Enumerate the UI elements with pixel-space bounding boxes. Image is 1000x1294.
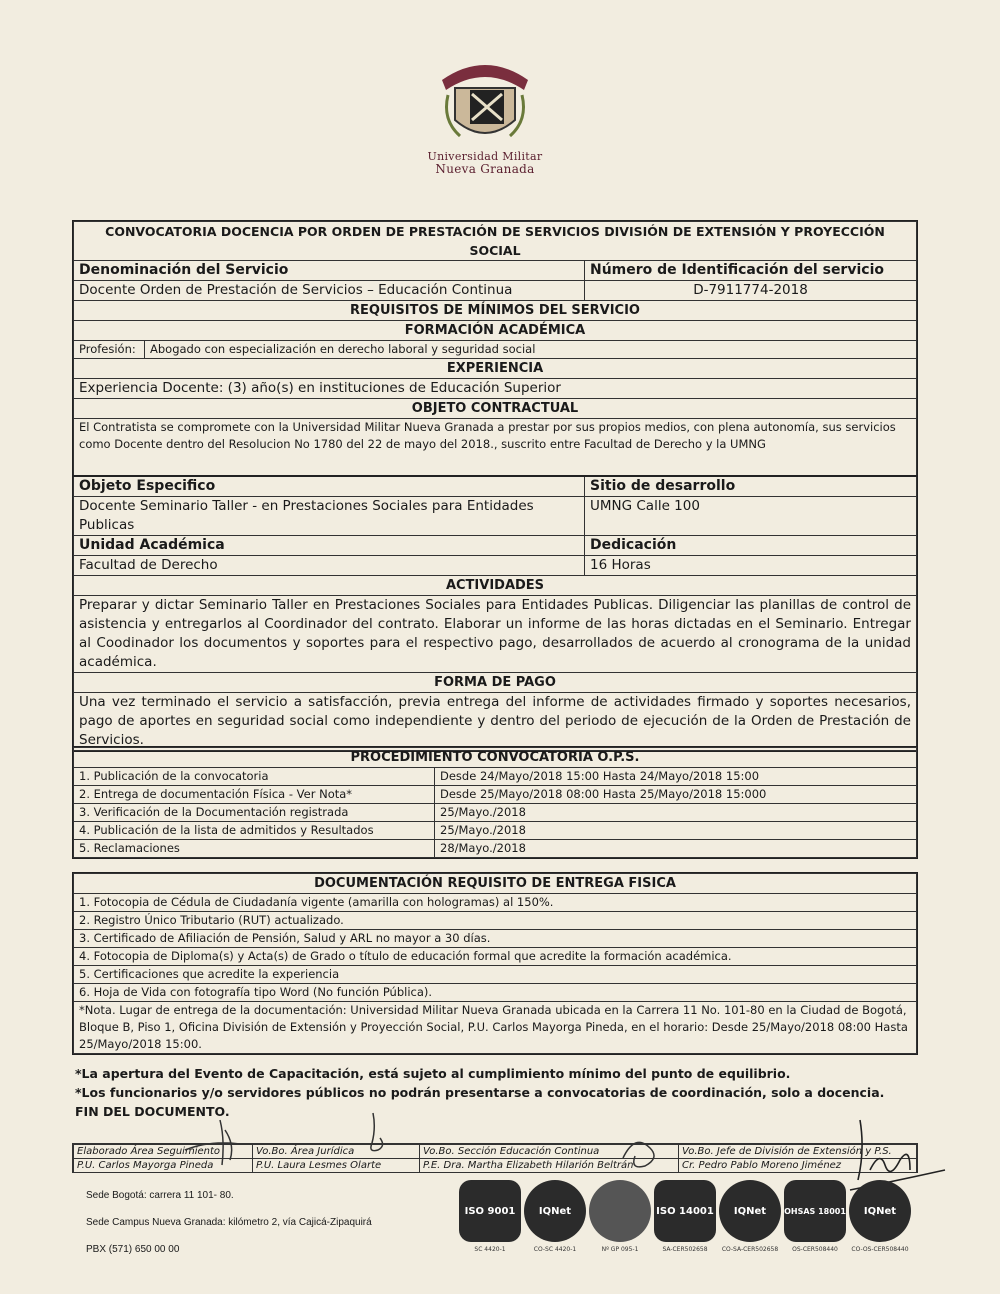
academic-unit-label: Unidad Académica	[74, 536, 585, 556]
documentation-item: 2. Registro Único Tributario (RUT) actualizado.	[74, 912, 917, 930]
documentation-note: *Nota. Lugar de entrega de la documentación: Universidad Militar Nueva Granada ubicada en la Carrera 11 No. 101-80 en la Ciudad de Bogotá, Bloque B, Piso 1, Oficina División de Extensión y Proyección Social, P.U. Carlos Mayorga Pineda, en el horario: Desde 25/Mayo/2018 08:00 Hasta 25/Mayo/2018 15:00.	[74, 1002, 917, 1054]
signature-role: Vo.Bo. Sección Educación Continua	[420, 1145, 679, 1159]
service-id-value: D-7911774-2018	[585, 281, 917, 301]
footer-address-bogota: Sede Bogotá: carrera 11 101- 80.	[86, 1190, 234, 1201]
procedure-date: Desde 24/Mayo/2018 15:00 Hasta 24/Mayo/2018 15:00	[435, 768, 917, 786]
handwritten-signature	[180, 1110, 260, 1170]
documentation-item: 4. Fotocopia de Diploma(s) y Acta(s) de Grado o título de educación formal que acredite la formación académica.	[74, 948, 917, 966]
handwritten-signature	[615, 1128, 675, 1173]
colombia-map-seal-icon	[585, 1180, 655, 1253]
iqnet-logo-icon	[715, 1180, 785, 1253]
cert-code: SC 4420-1	[474, 1246, 506, 1253]
cert-badge: ISO 14001	[654, 1180, 716, 1242]
university-logo	[420, 50, 550, 176]
profession-value: Abogado con especialización en derecho laboral y seguridad social	[150, 342, 536, 356]
activities-text: Preparar y dictar Seminario Taller en Prestaciones Sociales para Entidades Publicas. Diligenciar las planillas de control de asistencia y entregarlos al Coordinador del contrato. Elaborar un informe de las horas dictadas en el Seminario. Entregar al Coodinador los documentos y soportes para el respectivo pago, desarrollados de acuerdo al cronograma de la unidad académica.	[74, 596, 917, 673]
header-title: CONVOCATORIA DOCENCIA POR ORDEN DE PRESTACIÓN DE SERVICIOS DIVISIÓN DE EXTENSIÓN Y PROYECCIÓN SOCIAL	[74, 222, 917, 261]
university-crest-icon	[430, 50, 540, 150]
payment-title: FORMA DE PAGO	[74, 673, 917, 693]
procedure-row	[74, 804, 917, 822]
activities-title: ACTIVIDADES	[74, 576, 917, 596]
icontec-logo-icon	[650, 1180, 720, 1253]
academic-unit-value: Facultad de Derecho	[74, 556, 585, 576]
cert-badge: IQNet	[524, 1180, 586, 1242]
dedication-label: Dedicación	[585, 536, 917, 556]
cert-code: CO-OS-CER508440	[851, 1246, 909, 1253]
procedure-date: Desde 25/Mayo/2018 08:00 Hasta 25/Mayo/2018 15:000	[435, 786, 917, 804]
formation-title: FORMACIÓN ACADÉMICA	[74, 321, 917, 341]
cert-badge: OHSAS 18001	[784, 1180, 846, 1242]
documentation-item: 1. Fotocopia de Cédula de Ciudadanía vigente (amarilla con hologramas) al 150%.	[74, 894, 917, 912]
cert-code: SA-CER502658	[662, 1246, 708, 1253]
documentation-title: DOCUMENTACIÓN REQUISITO DE ENTREGA FISICA	[74, 874, 917, 894]
requirements-title: REQUISITOS DE MÍNIMOS DEL SERVICIO	[74, 301, 917, 321]
profession-label: Profesión:	[74, 341, 145, 358]
cert-badge: IQNet	[719, 1180, 781, 1242]
signature-role: Vo.Bo. Jefe de División de Extensión y P.S.	[679, 1145, 917, 1159]
experience-value: Experiencia Docente: (3) año(s) en instituciones de Educación Superior	[74, 379, 917, 399]
object-specific-label: Objeto Especifico	[74, 476, 585, 497]
handwritten-signature	[358, 1108, 408, 1158]
service-name-value: Docente Orden de Prestación de Servicios – Educación Continua	[74, 281, 585, 301]
cert-badge: IQNet	[849, 1180, 911, 1242]
icontec-logo-icon	[780, 1180, 850, 1253]
payment-text: Una vez terminado el servicio a satisfacción, previa entrega del informe de actividades firmado y soportes necesarios, pago de aportes en seguridad social como independiente y dentro del periodo de ejecución de la Orden de Prestación de Servicios.	[74, 693, 917, 751]
procedure-row	[74, 768, 917, 786]
service-name-label: Denominación del Servicio	[74, 261, 585, 281]
procedure-step: 3. Verificación de la Documentación registrada	[74, 804, 435, 822]
university-name-line1: Universidad Militar	[427, 150, 543, 163]
cert-badge: ISO 9001	[459, 1180, 521, 1242]
experience-title: EXPERIENCIA	[74, 359, 917, 379]
documentation-item: 3. Certificado de Afiliación de Pensión, Salud y ARL no mayor a 30 días.	[74, 930, 917, 948]
signature-name: P.E. Dra. Martha Elizabeth Hilarión Beltrán	[420, 1159, 679, 1173]
end-of-document: FIN DEL DOCUMENTO.	[75, 1104, 230, 1119]
signature-name: Cr. Pedro Pablo Moreno Jiménez	[679, 1159, 917, 1173]
object-specific-value: Docente Seminario Taller - en Prestaciones Sociales para Entidades Publicas	[74, 497, 585, 536]
cert-code: OS-CER508440	[792, 1246, 838, 1253]
note-line: *Los funcionarios y/o servidores públicos no podrán presentarse a convocatorias de coordinación, solo a docencia.	[75, 1085, 885, 1100]
iqnet-logo-icon	[845, 1180, 915, 1253]
procedure-step: 4. Publicación de la lista de admitidos y Resultados	[74, 822, 435, 840]
cert-code: CO-SC 4420-1	[533, 1246, 577, 1253]
site-value: UMNG Calle 100	[585, 497, 917, 536]
footer-address-campus: Sede Campus Nueva Granada: kilómetro 2, vía Cajicá-Zipaquirá	[86, 1217, 372, 1228]
procedure-table	[72, 746, 918, 859]
procedure-date: 28/Mayo./2018	[435, 840, 917, 858]
procedure-title: PROCEDIMIENTO CONVOCATORIA O.P.S.	[74, 748, 917, 768]
certification-logos	[455, 1180, 915, 1275]
signature-role: Vo.Bo. Área Jurídica	[253, 1145, 420, 1159]
footer-phone: PBX (571) 650 00 00	[86, 1244, 180, 1255]
procedure-step: 2. Entrega de documentación Física - Ver Nota*	[74, 786, 435, 804]
convocatoria-main-table	[72, 220, 918, 752]
signature-name: P.U. Laura Lesmes Olarte	[253, 1159, 420, 1173]
dedication-value: 16 Horas	[585, 556, 917, 576]
documentation-item: 5. Certificaciones que acredite la experiencia	[74, 966, 917, 984]
procedure-step: 5. Reclamaciones	[74, 840, 435, 858]
signature-role: Elaborado Área Seguimiento	[74, 1145, 253, 1159]
icontec-logo-icon	[455, 1180, 525, 1253]
site-label: Sitio de desarrollo	[585, 476, 917, 497]
university-name-line2: Nueva Granada	[435, 162, 535, 176]
contract-object-title: OBJETO CONTRACTUAL	[74, 399, 917, 419]
procedure-step: 1. Publicación de la convocatoria	[74, 768, 435, 786]
iqnet-logo-icon	[520, 1180, 590, 1253]
cert-code: Nº GP 095-1	[601, 1246, 639, 1253]
cert-code: CO-SA-CER502658	[721, 1246, 779, 1253]
contract-object-text: El Contratista se compromete con la Universidad Militar Nueva Granada a prestar por sus propios medios, con plena autonomía, sus servicios como Docente dentro del Resolucion No 1780 del 22 de mayo del 2018., suscrito entre Facultad de Derecho y la UMNG	[74, 419, 917, 477]
documentation-item: 6. Hoja de Vida con fotografía tipo Word (No función Pública).	[74, 984, 917, 1002]
cert-badge	[589, 1180, 651, 1242]
procedure-date: 25/Mayo./2018	[435, 804, 917, 822]
note-line: *La apertura del Evento de Capacitación, está sujeto al cumplimiento mínimo del punto de equilibrio.	[75, 1066, 791, 1081]
signature-name: P.U. Carlos Mayorga Pineda	[74, 1159, 253, 1173]
procedure-row	[74, 840, 917, 858]
procedure-date: 25/Mayo./2018	[435, 822, 917, 840]
procedure-row	[74, 822, 917, 840]
documentation-table	[72, 872, 918, 1055]
service-id-label: Número de Identificación del servicio	[585, 261, 917, 281]
procedure-row	[74, 786, 917, 804]
